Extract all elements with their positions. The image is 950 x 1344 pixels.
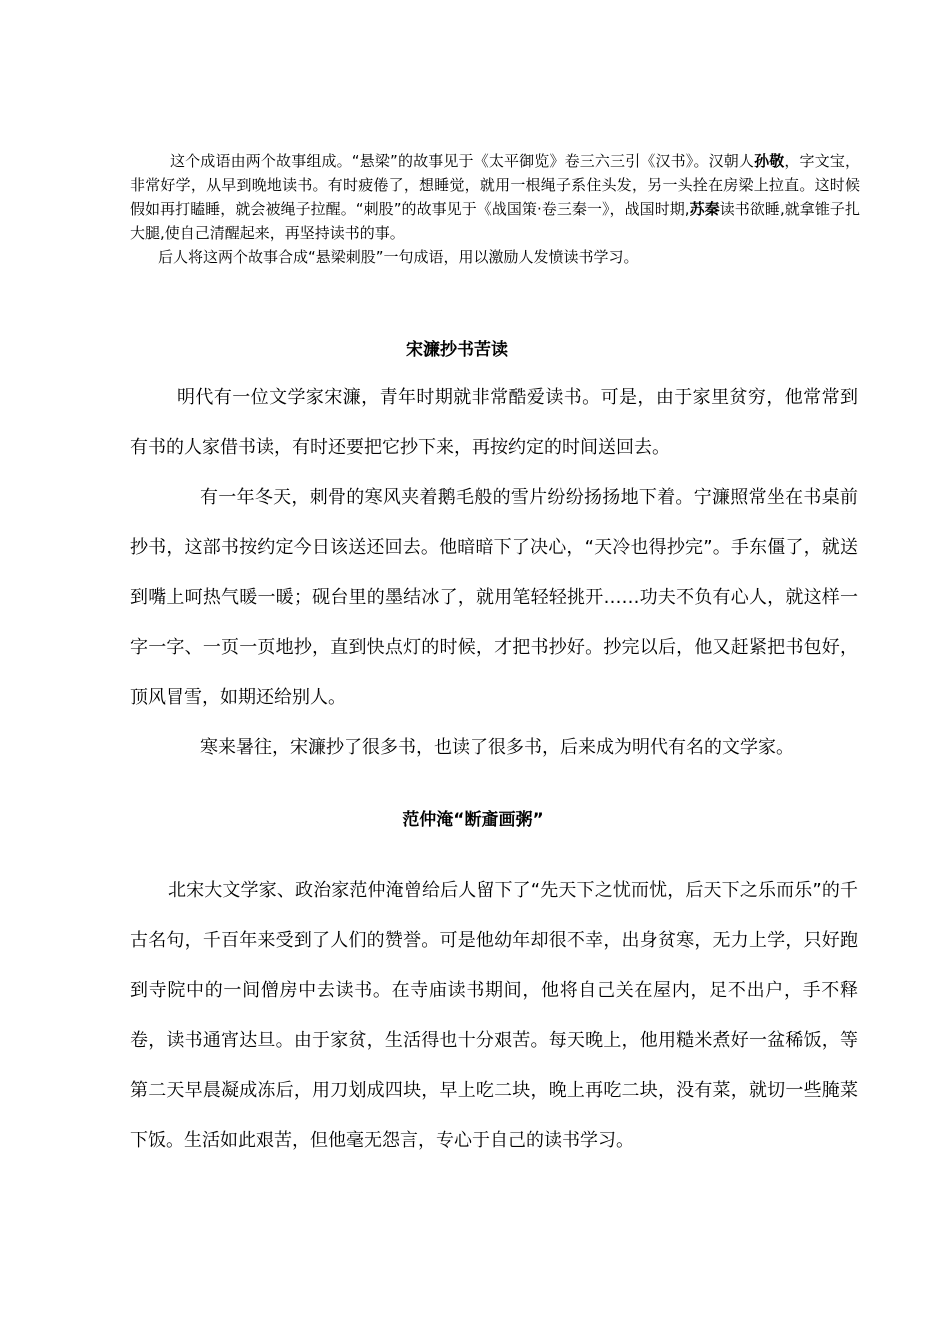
song-lian-title: 宋濂抄书苦读 <box>406 340 508 360</box>
origin-text-part3: 读书欲睡,就拿锥子扎大腿,使自己清醒起来，再坚持读书的事。 <box>130 200 860 242</box>
origin-text-part1: 这个成语由两个故事组成。“悬梁”的故事见于《太平御览》卷三六三引《汉书》。汉朝人 <box>170 152 755 170</box>
song-lian-paragraph: 寒来暑往，宋濂抄了很多书，也读了很多书，后来成为明代有名的文学家。 <box>200 737 794 758</box>
song-lian-story <box>130 373 858 773</box>
idiom-conclusion-paragraph: 后人将这两个故事合成“悬梁刺股”一句成语，用以激励人发愤读书学习。 <box>158 248 639 266</box>
song-lian-paragraph: 明代有一位文学家宋濂，青年时期就非常酷爱读书。可是，由于家里贫穷，他常常到有书的人家借书读，有时还要把它抄下来，再按约定的时间送回去。 <box>130 387 858 458</box>
person-name-su-qin: 苏秦 <box>689 200 720 218</box>
idiom-explanation-section <box>130 149 860 269</box>
fan-zhongyan-title: 范仲淹“断齑画粥” <box>402 810 544 830</box>
origin-text-part2: ，字文宝，非常好学，从早到晚地读书。有时疲倦了，想睡觉，就用一根绳子系住头发，另一头拴在房梁上拉直。这时候假如再打瞌睡，就会被绳子拉醒。“刺股”的故事见于《战国策·卷三秦一》，战国时期, <box>130 152 860 218</box>
person-name-sun-jing: 孙敬 <box>754 152 785 170</box>
fan-zhongyan-story <box>130 866 858 1166</box>
song-lian-paragraph: 有一年冬天，刺骨的寒风夹着鹅毛般的雪片纷纷扬扬地下着。宁濂照常坐在书桌前抄书，这部书按约定今日该送还回去。他暗暗下了决心，“天冷也得抄完”。手东僵了，就送到嘴上呵热气暖一暖；砚台里的墨结冰了，就用笔轻轻挑开……功夫不负有心人，就这样一字一字、一页一页地抄，直到快点灯的时候，才把书抄好。抄完以后，他又赶紧把书包好，顶风冒雪，如期还给别人。 <box>130 487 858 708</box>
idiom-origin-paragraph <box>130 149 860 245</box>
fan-zhongyan-paragraph: 北宋大文学家、政治家范仲淹曾给后人留下了“先天下之忧而忧，后天下之乐而乐”的千古名句，千百年来受到了人们的赞誉。可是他幼年却很不幸，出身贫寒，无力上学，只好跑到寺院中的一间僧房中去读书。在寺庙读书期间，他将自己关在屋内，足不出户，手不释卷，读书通宵达旦。由于家贫，生活得也十分艰苦。每天晚上，他用糙米煮好一盆稀饭，等第二天早晨凝成冻后，用刀划成四块，早上吃二块，晚上再吃二块，没有菜，就切一些腌菜下饭。生活如此艰苦，但他毫无怨言，专心于自己的读书学习。 <box>130 880 858 1151</box>
